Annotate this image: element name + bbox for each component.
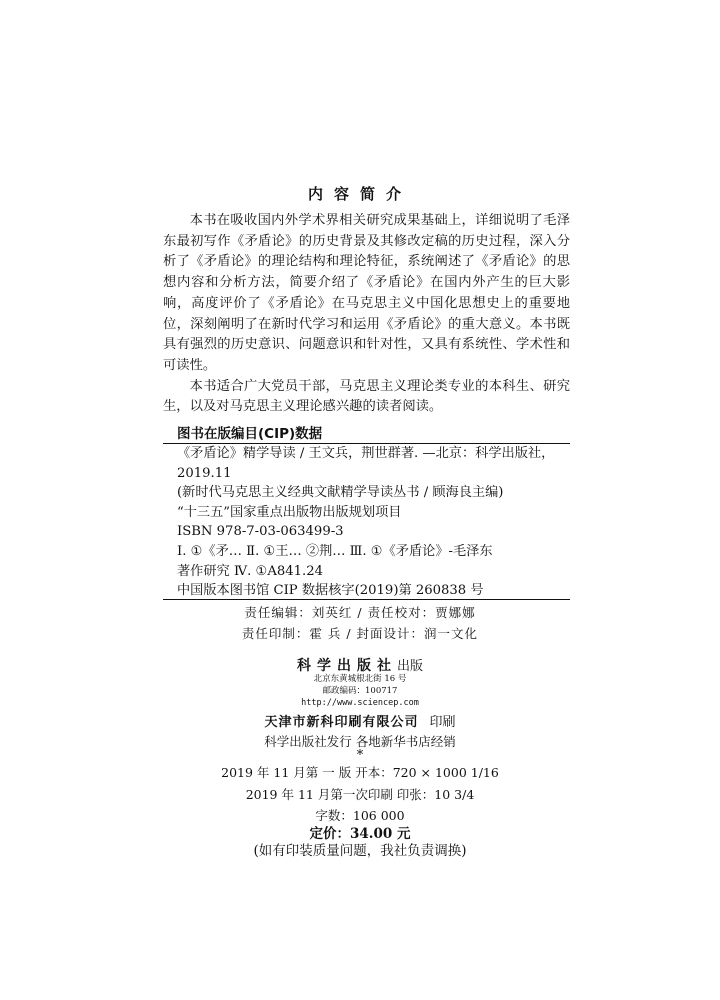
cip-line: ISBN 978-7-03-063499-3 [177, 524, 344, 540]
cip-line: (新时代马克思主义经典文献精学导读丛书 / 顾海良主编) [177, 485, 504, 501]
summary-paragraph-1: 本书在吸收国内外学术界相关研究成果基础上，详细说明了毛泽东最初写作《矛盾论》的历史背景及其修改定稿的历史过程，深入分析了《矛盾论》的理论结构和理论特征，系统阐述了《矛盾论》的思想内容和分析方法，简要介绍了《矛盾论》在国内外产生的巨大影响，高度评价了《矛盾论》在马克思主义中国化思想史上的重要地位，深刻阐明了在新时代学习和运用《矛盾论》的重大意义。本书既具有强烈的历史意识、问题意识和针对性，又具有系统性、学术性和可读性。 [163, 213, 570, 373]
printer-suffix: 印刷 [429, 715, 456, 730]
printer-line [0, 711, 720, 730]
cip-block [177, 444, 571, 601]
cip-bottom-rule [163, 599, 570, 600]
distribution-line: 科学出版社发行 各地新华书店经销 [264, 734, 456, 749]
word-count: 字数：106 000 [315, 808, 405, 823]
cip-line: 著作研究 Ⅳ. ①A841.24 [177, 563, 323, 579]
cip-line: Ⅰ. ①《矛… Ⅱ. ①王… ②荆… Ⅲ. ①《矛盾论》-毛泽东 [177, 543, 493, 559]
summary-text [163, 211, 570, 418]
price: 定价：34.00 元 [309, 826, 411, 842]
publisher-name: 科学出版社 [296, 658, 397, 674]
cip-line: 《矛盾论》精学导读 / 王文兵，荆世群著. —北京：科学出版社， [177, 446, 555, 461]
staff-production: 责任印制：霍 兵 / 封面设计：润一文化 [241, 626, 479, 641]
publisher-postcode: 邮政编码：100717 [322, 686, 398, 696]
quality-note: (如有印装质量问题，我社负责调换) [253, 843, 467, 859]
cip-heading: 图书在版编目(CIP)数据 [177, 426, 323, 442]
publisher-suffix: 出版 [396, 659, 423, 674]
summary-paragraph-2: 本书适合广大党员干部，马克思主义理论类专业的本科生、研究生，以及对马克思主义理论感兴趣的读者阅读。 [163, 378, 570, 415]
publisher-address: 北京东黄城根北街 16 号 [313, 674, 407, 684]
summary-title: 内容简介 [307, 185, 412, 203]
cip-line: 中国版本图书馆 CIP 数据核字(2019)第 260838 号 [177, 583, 484, 599]
publisher-line [0, 655, 720, 675]
printing-line: 2019 年 11 月第一次印刷 印张：10 3/4 [245, 787, 475, 802]
cip-line: “十三五”国家重点出版物出版规划项目 [177, 504, 402, 520]
edition-line: 2019 年 11 月第 一 版 开本：720 × 1000 1/16 [221, 765, 499, 780]
staff-editors: 责任编辑：刘英红 / 责任校对：贾娜娜 [244, 605, 476, 620]
printer-name: 天津市新科印刷有限公司 [264, 715, 419, 730]
cip-line: 2019.11 [177, 465, 232, 481]
publisher-website: http://www.sciencep.com [301, 698, 419, 708]
separator-star: * [356, 748, 364, 763]
